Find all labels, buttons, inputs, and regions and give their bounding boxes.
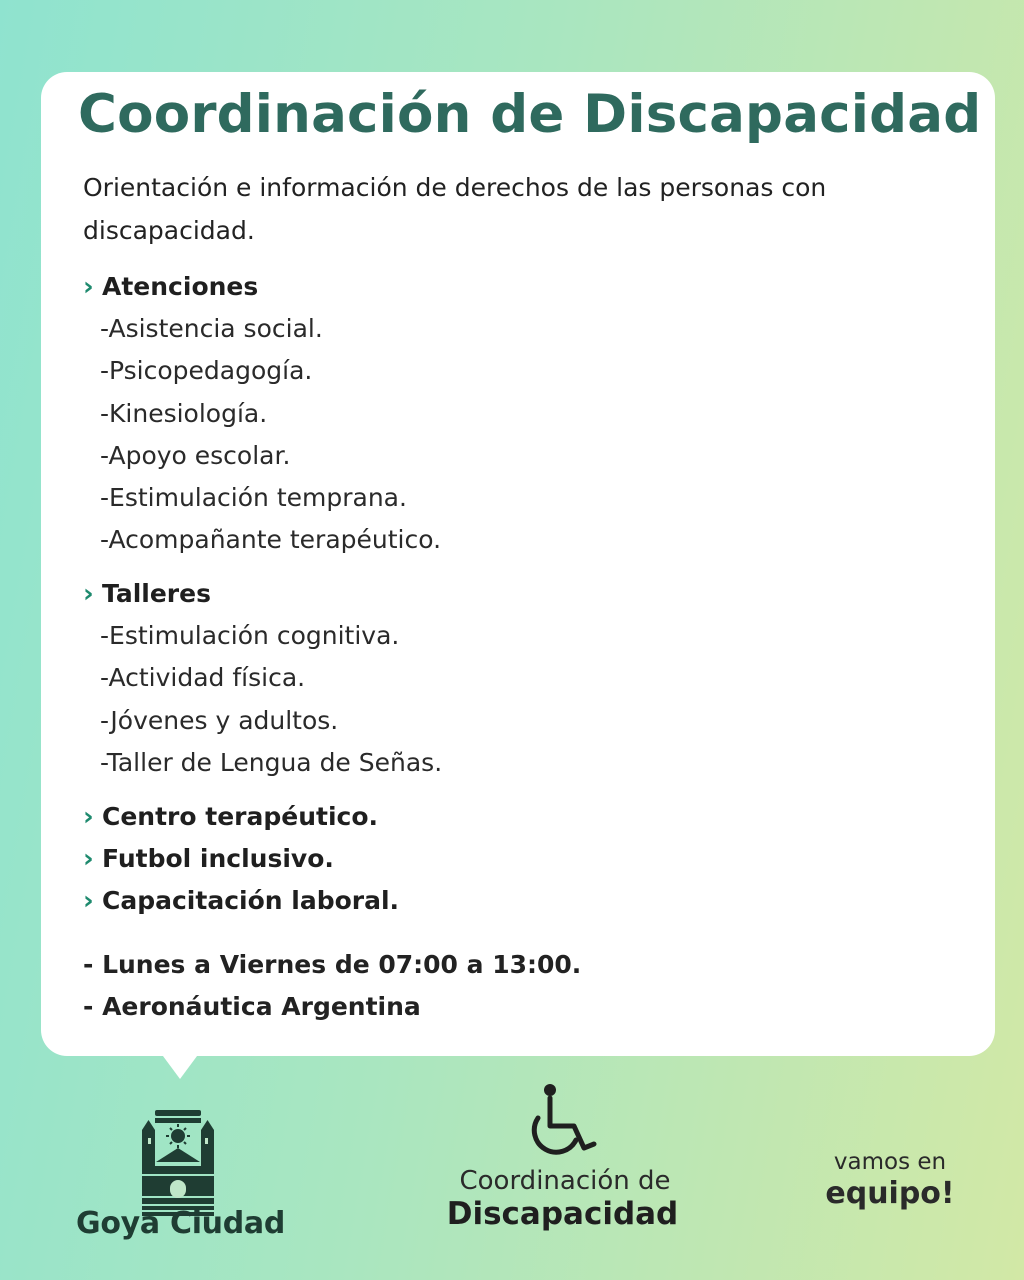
schedule-text: - Lunes a Viernes de 07:00 a 13:00. [83, 950, 582, 979]
list-item: -Taller de Lengua de Señas. [100, 747, 443, 777]
section-label: Centro terapéutico. [102, 802, 379, 831]
section-atenciones [83, 266, 441, 562]
section-capacitacion-laboral [83, 880, 399, 922]
goya-ciudad-wordmark: Goya Ciudad [76, 1206, 286, 1241]
slogan-line1: vamos en [833, 1149, 947, 1175]
list-item: -Kinesiología. [100, 398, 268, 428]
coordination-logo-line2: Discapacidad [446, 1196, 679, 1232]
list-item: -Asistencia social. [100, 314, 323, 343]
section-label: Talleres [102, 579, 211, 608]
chevron-right-icon: › [83, 886, 94, 916]
chevron-right-icon: › [83, 844, 94, 874]
list-item: -Acompañante terapéutico. [100, 525, 442, 555]
list-item: -Actividad física. [100, 663, 306, 693]
chevron-right-icon: › [83, 802, 94, 832]
section-centro-terapeutico [83, 796, 378, 838]
address-text: - Aeronáutica Argentina [83, 992, 421, 1021]
speech-bubble-tail [160, 1052, 200, 1079]
slogan-line2: equipo! [825, 1176, 955, 1211]
section-items [83, 308, 441, 562]
intro-text: Orientación e información de derechos de las personas con discapacidad. [83, 173, 827, 245]
section-label: Capacitación laboral. [102, 886, 400, 915]
section-label: Futbol inclusivo. [102, 844, 334, 873]
page-title: Coordinación de Discapacidad [78, 84, 982, 145]
contact-info [83, 944, 581, 1028]
list-item: -Estimulación temprana. [100, 483, 407, 513]
chevron-right-icon: › [83, 579, 94, 609]
list-item: -Apoyo escolar. [100, 440, 291, 470]
section-talleres [83, 573, 442, 784]
wheelchair-icon [524, 1082, 600, 1162]
section-items [83, 615, 442, 784]
list-item: -Estimulación cognitiva. [100, 621, 400, 650]
chevron-right-icon: › [83, 272, 94, 302]
section-futbol-inclusivo [83, 838, 334, 880]
section-label: Atenciones [102, 272, 259, 301]
coordination-logo-line1: Coordinación de [459, 1166, 671, 1196]
list-item: -Psicopedagogía. [100, 356, 313, 386]
list-item: -Jóvenes y adultos. [100, 705, 339, 735]
